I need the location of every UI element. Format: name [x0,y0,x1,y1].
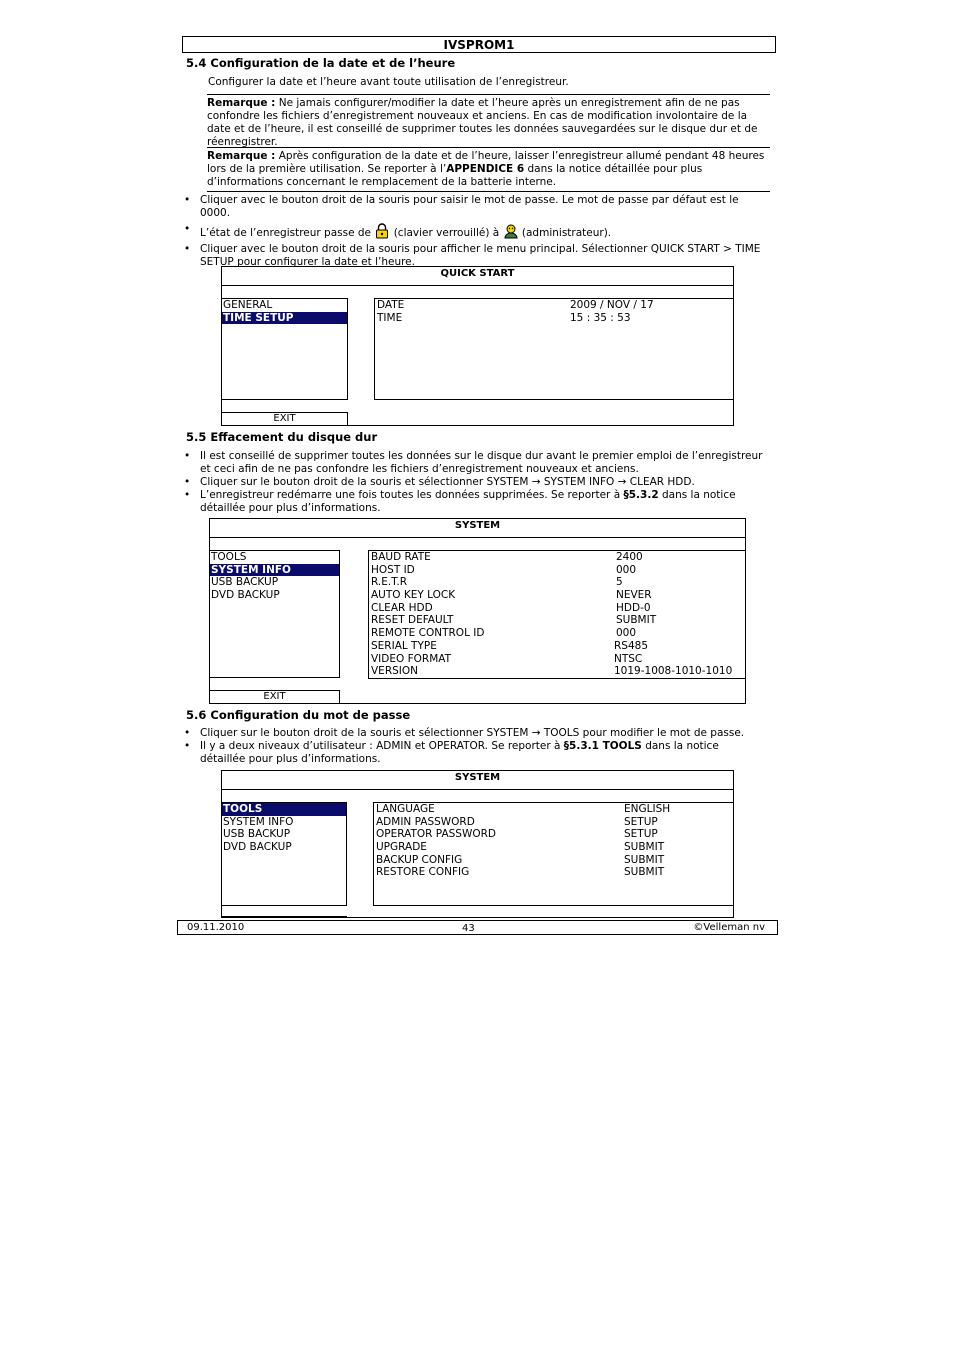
page-footer [177,920,778,935]
setting-value[interactable]: SUBMIT [624,841,665,854]
setting-label: UPGRADE [376,841,427,854]
setting-row-admin-password[interactable] [375,816,732,829]
setting-row-upgrade[interactable] [375,841,732,854]
note-text: dans la notice détaillée pour plus d’informations concernant le remplacement de la batterie interne. [207,163,703,188]
setting-row-retr[interactable] [370,576,744,589]
appendix-reference: APPENDICE 6 [446,163,525,175]
section-intro: Configurer la date et l’heure avant toute utilisation de l’enregistreur. [208,76,569,88]
setting-value[interactable]: SUBMIT [624,853,665,866]
list-item [182,740,767,766]
list-item-text: L’état de l’enregistreur passe de [200,227,375,239]
menu-title: SYSTEM [222,771,733,790]
list-item: • Cliquer avec le bouton droit de la souris pour afficher le menu principal. Sélectionner QUICK START > TIME SETUP pour configurer la date et l’heure. [182,243,764,269]
menu-item-dvd-backup[interactable]: DVD BACKUP [223,841,292,854]
setting-row-language[interactable] [375,803,732,816]
setting-value: 1019-1008-1010-1010 [614,665,733,678]
menu-left-panel [221,802,347,906]
list-item-text: (administrateur). [518,227,612,239]
list-item-text: dans la notice détaillée pour plus d’informations. [200,489,736,514]
menu-item-time-setup[interactable]: TIME SETUP [222,312,347,325]
setting-value[interactable]: 2400 [616,551,643,563]
exit-button-edge [221,916,347,917]
setting-row-remote-control-id[interactable] [370,627,744,640]
note-label: Remarque : [207,150,276,162]
menu-right-panel [374,298,734,400]
setting-value[interactable]: 000 [616,627,637,640]
exit-button[interactable]: EXIT [221,412,348,426]
setting-value[interactable]: NEVER [616,589,652,602]
list-item-text: dans la notice détaillée pour plus d’informations. [200,740,719,765]
list-item: • Cliquer sur le bouton droit de la souris et sélectionner SYSTEM → SYSTEM INFO → CLEAR HDD. [182,476,767,489]
menu-right-panel [368,550,746,679]
setting-value[interactable]: 000 [616,563,637,576]
setting-value[interactable]: SETUP [624,815,658,828]
menu-item-dvd-backup[interactable]: DVD BACKUP [211,589,280,602]
setting-value[interactable]: 15 : 35 : 53 [570,311,631,324]
setting-label: HOST ID [371,563,415,576]
bullet-list-5-6 [182,727,767,766]
setting-row-serial-type[interactable] [370,640,744,653]
setting-label: AUTO KEY LOCK [371,589,456,602]
bullet-list-5-5 [182,450,767,515]
menu-item-general[interactable]: GENERAL [223,299,273,311]
administrator-icon [503,223,519,243]
list-item-text: Il y a deux niveaux d’utilisateur : ADMIN et OPERATOR. Se reporter à [200,740,564,752]
setting-label: RESET DEFAULT [371,614,454,627]
setting-row-time[interactable] [376,312,731,325]
setting-row-backup-config[interactable] [375,854,732,867]
section-heading-5-6: 5.6 Configuration du mot de passe [186,708,411,722]
list-item [182,223,764,243]
setting-value[interactable]: RS485 [614,639,649,652]
list-item [182,489,767,515]
setting-label: SERIAL TYPE [371,639,437,652]
setting-label: REMOTE CONTROL ID [371,627,485,640]
footer-date: 09.11.2010 [187,922,245,933]
setting-value[interactable]: 5 [616,576,623,589]
setting-row-clear-hdd[interactable] [370,602,744,615]
setting-label: LANGUAGE [376,803,435,815]
menu-item-tools[interactable]: TOOLS [211,551,247,563]
note-block-2 [207,147,770,192]
menu-item-usb-backup[interactable]: USB BACKUP [211,576,279,589]
setting-label: VIDEO FORMAT [371,652,452,665]
setting-label: DATE [377,299,405,311]
setting-row-host-id[interactable] [370,564,744,577]
exit-button[interactable]: EXIT [209,690,340,704]
setting-value[interactable]: SUBMIT [616,614,657,627]
setting-row-operator-password[interactable] [375,828,732,841]
quick-start-menu [221,266,734,426]
list-item-text: L’enregistreur redémarre une fois toutes les données supprimées. Se reporter à [200,489,624,501]
note-block-1 [207,94,770,149]
section-reference: §5.3.2 [623,489,659,501]
setting-label: BAUD RATE [371,551,431,563]
setting-row-version[interactable] [370,665,744,678]
menu-item-system-info[interactable]: SYSTEM INFO [210,564,339,577]
setting-label: CLEAR HDD [371,601,433,614]
setting-label: TIME [377,311,403,324]
menu-right-panel [373,802,734,906]
bullet-list-5-4 [182,194,764,269]
setting-value[interactable]: ENGLISH [624,803,671,815]
menu-title: SYSTEM [210,519,745,538]
setting-value[interactable]: 2009 / NOV / 17 [570,299,654,311]
padlock-icon [374,223,390,243]
setting-row-auto-key-lock[interactable] [370,589,744,602]
menu-title: QUICK START [222,267,733,286]
menu-item-tools[interactable]: TOOLS [222,803,346,816]
setting-value[interactable]: HDD-0 [616,601,651,614]
page-number: 43 [462,923,475,934]
setting-row-reset-default[interactable] [370,614,744,627]
setting-row-restore-config[interactable] [375,866,732,879]
setting-label: BACKUP CONFIG [376,853,463,866]
setting-row-baud-rate[interactable] [370,551,744,564]
note-text: Après configuration de la date et de l’heure, laisser l’enregistreur allumé pendant 48 heures lors de la première utilisation. Se reporter à l’ [207,150,765,175]
note-label: Remarque : [207,97,276,109]
setting-label: ADMIN PASSWORD [376,815,475,828]
setting-label: OPERATOR PASSWORD [376,828,496,841]
list-item: • Cliquer avec le bouton droit de la souris pour saisir le mot de passe. Le mot de passe par défaut est le 0000. [182,194,764,220]
setting-row-date[interactable] [376,299,731,312]
menu-left-panel [221,298,348,400]
footer-copyright: ©Velleman nv [693,922,765,933]
section-reference: §5.3.1 TOOLS [563,740,642,752]
setting-value[interactable]: SUBMIT [624,866,665,879]
list-item: • Il est conseillé de supprimer toutes les données sur le disque dur avant le premier emploi de l’enregistreur et ceci afin de ne pas confondre les fichiers d’enregistrement nouveaux et anciens. [182,450,767,476]
setting-label: R.E.T.R [371,576,408,589]
setting-value[interactable]: SETUP [624,828,658,841]
setting-value[interactable]: NTSC [614,652,643,665]
list-item-text: (clavier verrouillé) à [390,227,503,239]
section-heading-5-4: 5.4 Configuration de la date et de l’heure [186,56,456,70]
menu-item-system-info[interactable]: SYSTEM INFO [223,815,294,828]
system-tools-menu [221,770,734,918]
setting-label: RESTORE CONFIG [376,866,470,879]
note-text: Ne jamais configurer/modifier la date et l’heure après un enregistrement afin de ne pas confondre les fichiers d’enregistrement nouveaux et anciens. En cas de modification involontaire de la date et de l’heure, il est conseillé de supprimer toutes les données sauvegardées sur le disque dur et de réenregistrer. [207,97,758,148]
document-header: IVSPROM1 [182,36,776,53]
menu-item-usb-backup[interactable]: USB BACKUP [223,828,291,841]
setting-row-video-format[interactable] [370,653,744,666]
menu-left-panel [209,550,340,678]
section-heading-5-5: 5.5 Effacement du disque dur [186,430,378,444]
system-info-menu [209,518,746,704]
list-item: • Cliquer sur le bouton droit de la souris et sélectionner SYSTEM → TOOLS pour modifier le mot de passe. [182,727,767,740]
setting-label: VERSION [371,665,418,678]
